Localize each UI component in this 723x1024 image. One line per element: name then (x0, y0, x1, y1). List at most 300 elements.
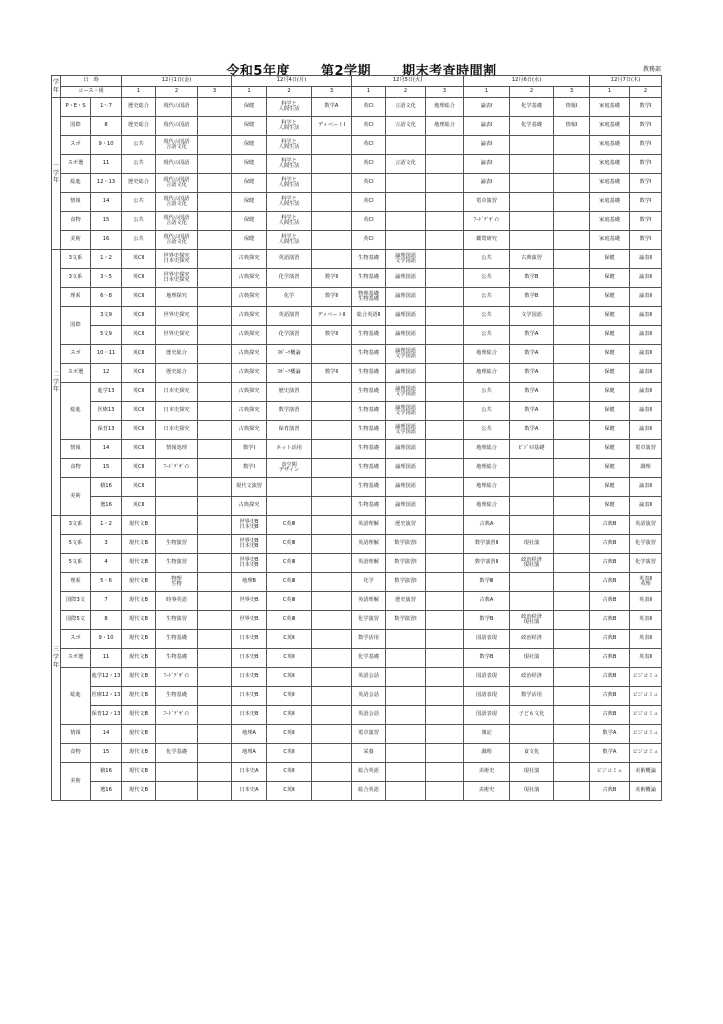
subject-cell (312, 687, 352, 706)
subject-cell (267, 98, 312, 117)
subject-cell: 保健 (232, 98, 267, 117)
subject-cell: 美術概論 (630, 763, 662, 782)
class-cell: 12・13 (91, 174, 122, 193)
table-row (52, 136, 662, 155)
subject-cell: 生物基礎 (156, 649, 198, 668)
subject-cell: 現代文B (122, 687, 156, 706)
subject-cell (426, 326, 464, 345)
subject-cell (426, 763, 464, 782)
subject-cell: 生物演習 (156, 554, 198, 573)
subject-cell (386, 687, 426, 706)
subject-cell: 保育演習 (267, 421, 312, 440)
subject-cell (267, 117, 312, 136)
subject-cell (198, 231, 232, 250)
subject-cell: 数学B (464, 611, 510, 630)
subject-cell (554, 554, 590, 573)
subject-cell (630, 573, 662, 592)
table-row (52, 174, 662, 193)
subject-cell: 食文化 (510, 744, 554, 763)
subject-cell: 保健 (590, 497, 630, 516)
subject-cell (198, 497, 232, 516)
class-cell: 医療12・13 (91, 687, 122, 706)
subject-line: 生物基礎 (358, 296, 379, 302)
subject-cell (267, 212, 312, 231)
subject-cell (554, 744, 590, 763)
subject-cell: 国語表現 (464, 687, 510, 706)
subject-cell: C英Ⅱ (267, 630, 312, 649)
subject-cell: 地理総合 (464, 478, 510, 497)
subject-cell: 数学Ⅰ (630, 193, 662, 212)
subject-cell (386, 782, 426, 801)
course-cell: 総進 (61, 383, 91, 440)
subject-cell: 数学A (312, 98, 352, 117)
subject-cell: 日本史B (232, 668, 267, 687)
subject-cell: 政治経済 (510, 630, 554, 649)
subject-cell: ビジコミュ (630, 687, 662, 706)
subject-cell: 数学A (510, 402, 554, 421)
subject-cell: ﾋﾞｼﾞﾈｽ基礎 (510, 440, 554, 459)
subject-cell (510, 231, 554, 250)
subject-cell: 地理総合 (464, 440, 510, 459)
subject-cell: 現代文B (122, 554, 156, 573)
class-cell: 11 (91, 155, 122, 174)
subject-cell: 地理総合 (464, 364, 510, 383)
subject-cell (426, 136, 464, 155)
document-title (0, 60, 723, 79)
subject-line: 政治経済 (521, 613, 542, 620)
subject-cell: 日本史B (232, 649, 267, 668)
course-cell: 食物 (61, 459, 91, 478)
subject-cell (554, 136, 590, 155)
class-cell: 3 (91, 535, 122, 554)
subject-cell (426, 364, 464, 383)
subject-cell (352, 288, 386, 307)
subject-cell: 歴史総合 (122, 174, 156, 193)
subject-cell: 英語会話 (352, 687, 386, 706)
class-cell: 16 (91, 231, 122, 250)
subject-cell: 古典探究 (232, 250, 267, 269)
subject-cell (198, 630, 232, 649)
subject-cell (198, 402, 232, 421)
subject-cell (554, 535, 590, 554)
subject-cell (267, 459, 312, 478)
table-row (52, 592, 662, 611)
header-row-periods (52, 87, 662, 98)
table-row (52, 535, 662, 554)
subject-cell: 数学A (510, 326, 554, 345)
subject-cell: 美術概論 (630, 782, 662, 801)
subject-line: 科学と (281, 119, 297, 126)
course-cell: スポ選 (61, 155, 91, 174)
subject-line: 世界史探究 (163, 252, 190, 259)
subject-line: 世界史B (239, 537, 259, 544)
subject-cell (312, 478, 352, 497)
subject-cell: 生物基礎 (352, 402, 386, 421)
subject-cell: 歴史演習 (267, 383, 312, 402)
subject-cell: 数学演習Ⅰ (386, 611, 426, 630)
subject-cell (312, 535, 352, 554)
subject-cell (510, 573, 554, 592)
subject-cell: C英Ⅱ (267, 725, 312, 744)
subject-cell: 美術史 (464, 763, 510, 782)
subject-cell: 論理国語 (386, 497, 426, 516)
subject-cell (510, 592, 554, 611)
subject-cell: C英Ⅲ (267, 573, 312, 592)
course-cell: 情報 (61, 440, 91, 459)
subject-cell: 現代文B (122, 782, 156, 801)
subject-cell: C英Ⅲ (267, 554, 312, 573)
subject-cell: 生物基礎 (352, 440, 386, 459)
subject-line: デザイン (278, 467, 300, 473)
subject-cell: 鑑賞研究 (464, 231, 510, 250)
subject-cell: 電卓演習 (352, 725, 386, 744)
subject-cell (198, 250, 232, 269)
subject-line: 世界史B (239, 518, 259, 525)
subject-cell (426, 554, 464, 573)
subject-cell (232, 516, 267, 535)
subject-cell (510, 554, 554, 573)
table-row (52, 117, 662, 136)
subject-cell (232, 535, 267, 554)
class-cell: 4 (91, 554, 122, 573)
subject-cell: C英Ⅱ (267, 763, 312, 782)
subject-cell (312, 573, 352, 592)
subject-cell: 歴史総合 (122, 98, 156, 117)
class-cell: 12 (91, 364, 122, 383)
class-cell: 5文9 (91, 326, 122, 345)
subject-cell (426, 744, 464, 763)
subject-cell: 現代文演習 (232, 478, 267, 497)
subject-cell: 古典B (590, 782, 630, 801)
subject-cell: 論理国語 (386, 459, 426, 478)
subject-cell: 英CⅠ (352, 174, 386, 193)
subject-cell: 論理国語 (386, 288, 426, 307)
subject-line: 人間生活 (278, 106, 300, 112)
subject-cell: 数学活用 (352, 630, 386, 649)
subject-cell: 数学B (510, 269, 554, 288)
subject-line: 人間生活 (278, 163, 300, 169)
subject-cell: 英CⅠ (352, 98, 386, 117)
subject-cell: 英CⅡ (122, 250, 156, 269)
subject-cell: 古典B (590, 592, 630, 611)
subject-cell: 生物基礎 (352, 326, 386, 345)
subject-cell (198, 535, 232, 554)
subject-cell: 保健 (232, 136, 267, 155)
year-char: 年 (52, 177, 59, 185)
subject-cell: 論表Ⅱ (630, 421, 662, 440)
subject-cell: 論表Ⅱ (630, 478, 662, 497)
table-row (52, 307, 662, 326)
subject-cell (426, 782, 464, 801)
subject-cell: 国語表現 (464, 630, 510, 649)
subject-cell: 調理 (464, 744, 510, 763)
subject-cell: 生物基礎 (352, 478, 386, 497)
subject-cell: 数学Ⅰ (630, 136, 662, 155)
subject-cell: 数学A (510, 383, 554, 402)
year-char: 二 (52, 370, 59, 378)
subject-cell: 時事英語 (156, 592, 198, 611)
subject-cell (156, 725, 198, 744)
subject-line: 人間生活 (278, 182, 300, 188)
class-cell: 15 (91, 212, 122, 231)
subject-cell: 現社演 (510, 649, 554, 668)
subject-line: 日本史探究 (163, 258, 190, 264)
subject-cell: 生物基礎 (352, 364, 386, 383)
subject-cell: 論理国語 (386, 326, 426, 345)
table-row (52, 554, 662, 573)
subject-cell: 数学Ⅰ (630, 231, 662, 250)
subject-cell (198, 155, 232, 174)
class-cell: 1〜7 (91, 98, 122, 117)
subject-cell (426, 668, 464, 687)
subject-line: 英表Ⅱ (639, 575, 652, 582)
subject-cell (554, 611, 590, 630)
subject-cell: 古典B (590, 573, 630, 592)
subject-cell: 化学 (267, 288, 312, 307)
subject-cell: 世界史B (232, 592, 267, 611)
subject-cell (267, 478, 312, 497)
subject-cell: 英CⅡ (122, 440, 156, 459)
subject-cell (554, 269, 590, 288)
subject-cell: 現代文B (122, 744, 156, 763)
subject-line: 日本史B (239, 562, 259, 568)
subject-line: 人間生活 (278, 220, 300, 226)
table-row (52, 250, 662, 269)
subject-cell (554, 706, 590, 725)
subject-cell (312, 592, 352, 611)
subject-cell (198, 345, 232, 364)
subject-cell: 公共 (122, 231, 156, 250)
subject-cell (554, 649, 590, 668)
subject-line: 現社演 (523, 619, 540, 625)
subject-line: 科学と (281, 100, 297, 107)
subject-cell (386, 668, 426, 687)
subject-cell: 論表Ⅰ (464, 155, 510, 174)
subject-cell: ディベートⅡ (312, 307, 352, 326)
subject-cell: 現社演 (510, 763, 554, 782)
subject-cell (386, 212, 426, 231)
subject-cell (198, 573, 232, 592)
subject-line: 文学国語 (395, 391, 416, 397)
subject-cell: 論理国語 (386, 440, 426, 459)
class-cell: 5・6 (91, 573, 122, 592)
subject-cell: 現代の国語 (156, 155, 198, 174)
subject-cell (198, 592, 232, 611)
subject-line: 世界史B (239, 556, 259, 563)
subject-cell: 論表Ⅱ (630, 345, 662, 364)
subject-cell (267, 174, 312, 193)
subject-cell (510, 212, 554, 231)
subject-cell (198, 193, 232, 212)
subject-line: 現社演 (523, 562, 540, 568)
day-header: 12月6日(水) (464, 76, 590, 87)
subject-cell (426, 516, 464, 535)
subject-cell: 保健 (590, 383, 630, 402)
subject-cell: C英Ⅱ (267, 687, 312, 706)
subject-cell: 英表Ⅱ (630, 611, 662, 630)
subject-line: 科学と (281, 157, 297, 164)
course-cell: スポ選 (61, 364, 91, 383)
subject-cell: 地理B (232, 573, 267, 592)
subject-cell: 古典探究 (232, 364, 267, 383)
course-cell: スポ選 (61, 649, 91, 668)
subject-cell: 数学Ⅲ (464, 573, 510, 592)
table-row (52, 326, 662, 345)
subject-cell: 世界史探究 (156, 326, 198, 345)
subject-cell: 英語理解 (352, 516, 386, 535)
subject-cell (510, 193, 554, 212)
subject-cell: 現代の国語 (156, 98, 198, 117)
subject-cell: 現代の国語 (156, 117, 198, 136)
subject-cell: 家庭基礎 (590, 231, 630, 250)
subject-cell: 数学Ⅱ (312, 364, 352, 383)
subject-cell: 数学演習Ⅰ (386, 535, 426, 554)
subject-cell (426, 269, 464, 288)
subject-cell: 英表Ⅱ (630, 649, 662, 668)
course-cell: 国際3文 (61, 592, 91, 611)
subject-cell: 英語理解 (352, 592, 386, 611)
subject-cell (554, 763, 590, 782)
subject-cell: 地理A (232, 744, 267, 763)
period-header: 1 (122, 87, 156, 98)
class-cell: 保育12・13 (91, 706, 122, 725)
subject-cell: 論表Ⅱ (630, 307, 662, 326)
subject-cell: C英Ⅱ (267, 782, 312, 801)
subject-cell (386, 649, 426, 668)
subject-cell: 地理総合 (464, 345, 510, 364)
table-row (52, 649, 662, 668)
subject-cell: 生物基礎 (352, 250, 386, 269)
subject-line: 人間生活 (278, 125, 300, 131)
subject-cell: 数学A (510, 421, 554, 440)
class-cell: 8 (91, 611, 122, 630)
subject-cell (198, 459, 232, 478)
subject-cell (312, 174, 352, 193)
subject-cell: 化学基礎 (156, 744, 198, 763)
subject-cell (198, 364, 232, 383)
subject-cell (386, 706, 426, 725)
subject-cell (312, 725, 352, 744)
subject-cell: 公共 (464, 250, 510, 269)
subject-line: 文学国語 (395, 258, 416, 264)
subject-cell (554, 573, 590, 592)
subject-cell: 家庭基礎 (590, 136, 630, 155)
subject-cell: 歴史総合 (156, 345, 198, 364)
subject-cell (554, 725, 590, 744)
subject-cell: 英CⅡ (122, 288, 156, 307)
subject-cell: 論表Ⅰ (464, 174, 510, 193)
table-row (52, 630, 662, 649)
subject-cell: 数学Ⅰ (630, 155, 662, 174)
subject-cell: 歴史総合 (156, 364, 198, 383)
subject-cell (510, 174, 554, 193)
subject-line: 世界史探究 (163, 271, 190, 278)
subject-cell: 生物演習 (156, 535, 198, 554)
subject-cell: 数学Ⅰ (232, 440, 267, 459)
subject-line: 物理基礎 (358, 290, 379, 297)
subject-cell: 数学演習Ⅰ (386, 554, 426, 573)
subject-cell (156, 250, 198, 269)
period-header: 1 (464, 87, 510, 98)
subject-cell: 数学Ⅰ (630, 212, 662, 231)
year-char: 年 (52, 386, 59, 394)
course-cell: 理系 (61, 573, 91, 592)
table-row (52, 687, 662, 706)
period-header: 3 (554, 87, 590, 98)
subject-cell: 論理国語 (386, 478, 426, 497)
subject-cell (156, 212, 198, 231)
class-cell: 積16 (91, 478, 122, 497)
class-cell: 14 (91, 193, 122, 212)
subject-cell: 栄養 (352, 744, 386, 763)
table-row (52, 421, 662, 440)
subject-cell: 化学演習 (630, 554, 662, 573)
class-cell: 3文9 (91, 307, 122, 326)
subject-cell: 公共 (122, 212, 156, 231)
subject-cell (156, 231, 198, 250)
subject-cell (267, 231, 312, 250)
course-cell: スポ (61, 630, 91, 649)
subject-line: 人間生活 (278, 201, 300, 207)
subject-cell: 日本史探究 (156, 421, 198, 440)
subject-cell (554, 497, 590, 516)
subject-cell (198, 326, 232, 345)
subject-cell: 言語文化 (386, 155, 426, 174)
subject-cell: 現代文B (122, 516, 156, 535)
year-cell (52, 250, 61, 516)
subject-cell: 公共 (122, 136, 156, 155)
subject-cell (426, 459, 464, 478)
subject-cell: 家庭基礎 (590, 212, 630, 231)
subject-cell (426, 630, 464, 649)
subject-cell: 英CⅡ (122, 269, 156, 288)
period-header: 3 (426, 87, 464, 98)
subject-cell: 保健 (590, 250, 630, 269)
subject-cell (156, 573, 198, 592)
subject-cell (426, 231, 464, 250)
subject-cell (198, 763, 232, 782)
period-header: 2 (630, 87, 662, 98)
subject-cell: 数学Ⅱ (312, 288, 352, 307)
subject-cell (312, 440, 352, 459)
period-header: 1 (590, 87, 630, 98)
subject-cell: 化学 (352, 573, 386, 592)
subject-cell: 現代文B (122, 725, 156, 744)
year-char: 一 (52, 161, 59, 169)
subject-cell: 英CⅡ (122, 497, 156, 516)
subject-cell: 英CⅠ (352, 193, 386, 212)
subject-cell (510, 478, 554, 497)
subject-cell: 美術史 (464, 782, 510, 801)
subject-cell (267, 155, 312, 174)
subject-cell: 公共 (464, 288, 510, 307)
period-header: 1 (352, 87, 386, 98)
subject-cell: 古典探究 (232, 383, 267, 402)
title-term: 第2学期 (320, 64, 372, 79)
subject-cell: 家庭基礎 (590, 193, 630, 212)
subject-cell (426, 649, 464, 668)
subject-cell (554, 687, 590, 706)
subject-cell: 現代文B (122, 535, 156, 554)
course-cell: 国際 (61, 117, 91, 136)
subject-cell: 古典B (590, 535, 630, 554)
subject-cell: 保健 (590, 478, 630, 497)
subject-cell: 古典B (590, 554, 630, 573)
subject-line: 日本史探究 (163, 277, 190, 283)
subject-cell (386, 383, 426, 402)
subject-cell: 論表Ⅱ (630, 269, 662, 288)
year-cell (52, 98, 61, 250)
